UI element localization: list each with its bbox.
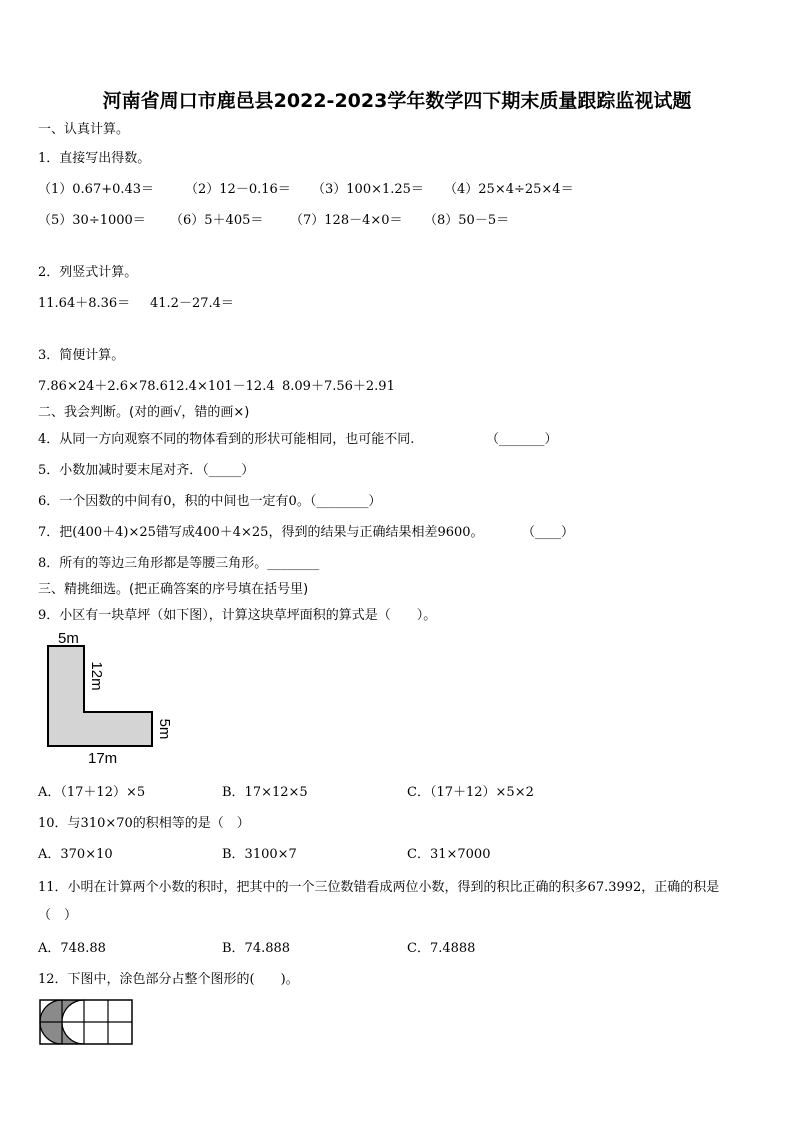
- q10-option-c[interactable]: C．31×7000: [407, 847, 491, 862]
- q4-text: 4．从同一方向观察不同的物体看到的形状可能相同，也可能不同.: [38, 432, 415, 447]
- q1-item-7: （7）128－4×0＝: [290, 213, 403, 228]
- q2-item-2: 41.2－27.4＝: [150, 296, 234, 311]
- q1-item-3: （3）100×1.25＝: [312, 182, 424, 197]
- q1-stem: 1．直接写出得数。: [38, 151, 151, 166]
- q2-item-1: 11.64＋8.36＝: [38, 296, 131, 311]
- q10-option-a[interactable]: A．370×10: [38, 847, 113, 862]
- figure-label-top: 5m: [58, 630, 79, 647]
- q12-stem: 12．下图中，涂色部分占整个图形的( )。: [38, 972, 299, 987]
- q1-item-1: （1）0.67+0.43＝: [38, 182, 155, 197]
- page-title: 河南省周口市鹿邑县2022-2023学年数学四下期末质量跟踪监视试题: [102, 90, 692, 112]
- q8-text: 8．所有的等边三角形都是等腰三角形。________: [38, 556, 320, 571]
- figure-label-bottom-text: 17m: [88, 750, 118, 767]
- q12-grid-figure: [38, 999, 134, 1045]
- q1-item-2: （2）12－0.16＝: [185, 182, 291, 197]
- section-2-heading: 二、我会判断。(对的画√，错的画×): [38, 405, 250, 420]
- q5-text: 5．小数加减时要末尾对齐．（_____）: [38, 463, 255, 478]
- q10-option-b[interactable]: B．3100×7: [222, 847, 297, 862]
- figure-label-right-upper: 12m: [88, 661, 105, 691]
- q1-item-5: （5）30÷1000＝: [38, 213, 146, 228]
- q7-answer-blank[interactable]: （____）: [522, 525, 575, 540]
- q9-option-a[interactable]: A．（17＋12）×5: [38, 785, 146, 800]
- q9-option-b[interactable]: B．17×12×5: [222, 785, 308, 800]
- q10-stem: 10．与310×70的积相等的是（ ）: [38, 816, 250, 831]
- q1-item-6: （6）5＋405＝: [170, 213, 264, 228]
- q1-item-4: （4）25×4÷25×4＝: [444, 182, 574, 197]
- q11-option-c[interactable]: C．7.4888: [407, 941, 476, 956]
- section-1-heading: 一、认真计算。: [38, 122, 130, 137]
- q3-item-2: 12.4×101－12.4: [168, 379, 275, 394]
- q2-stem: 2．列竖式计算。: [38, 265, 138, 280]
- q11-option-b[interactable]: B．74.888: [222, 941, 291, 956]
- q9-stem: 9．小区有一块草坪（如下图），计算这块草坪面积的算式是（ ）。: [38, 608, 437, 623]
- figure-label-right-lower: 5m: [156, 718, 173, 740]
- q11-stem-bracket: （ ）: [38, 908, 78, 923]
- q9-option-c[interactable]: C．（17＋12）×5×2: [407, 785, 534, 800]
- q3-stem: 3．简便计算。: [38, 348, 125, 363]
- q6-text: 6．一个因数的中间有0，积的中间也一定有0。（________）: [38, 494, 382, 509]
- section-3-heading: 三、精挑细选。(把正确答案的序号填在括号里): [38, 582, 309, 597]
- q3-item-1: 7.86×24＋2.6×78.6: [38, 379, 168, 394]
- q11-option-a[interactable]: A．748.88: [38, 941, 106, 956]
- q4-answer-blank[interactable]: （_______）: [486, 432, 558, 447]
- q9-l-shape-figure: [40, 628, 180, 752]
- q1-item-8: （8）50－5＝: [424, 213, 510, 228]
- q3-item-3: 8.09＋7.56＋2.91: [282, 379, 395, 394]
- q7-text: 7．把(400＋4)×25错写成400＋4×25，得到的结果与正确结果相差9600。: [38, 525, 484, 540]
- q11-stem: 11．小明在计算两个小数的积时，把其中的一个三位数错看成两位小数，得到的积比正确的积多67.3992，正确的积是: [38, 880, 720, 895]
